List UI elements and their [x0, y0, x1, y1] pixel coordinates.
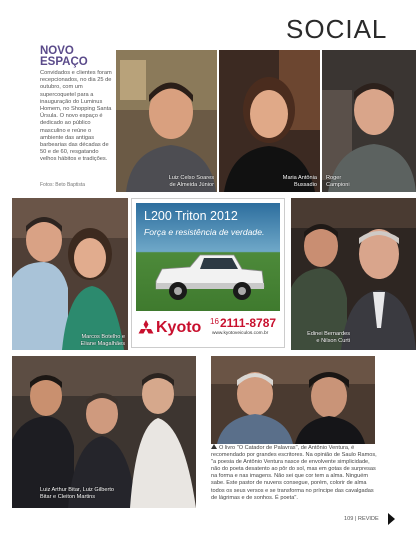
photo-roger [322, 50, 416, 192]
portrait-couple-image [12, 198, 128, 350]
article-title [40, 46, 114, 68]
photo-edinei-nilson [291, 198, 416, 350]
portrait-man-1-image [116, 50, 217, 192]
caption-photo1: Luiz Celso Soares de Almeida Júnior [168, 175, 214, 188]
photo-maria-antonia [219, 50, 320, 192]
next-page-arrow-icon[interactable] [388, 513, 395, 525]
caption-photo5: Edinei Bernardes e Nilson Curti [307, 331, 350, 344]
article-body: Convidados e clientes foram recepcionados, no dia 25 de outubro, com um supercoquetel para a inauguração do Luminus Homem, no Shopping Santa Úrsula. O novo espaço é dedicado ao público masculino e reúne o ambiente das antigas barbearias das décadas de 50 e de 60, resgatando velhos hábitos e tradições. [40, 70, 112, 163]
book-quote [211, 444, 379, 502]
ad-model: L200 Triton 2012 [144, 209, 238, 223]
portrait-woman-1-image [219, 50, 320, 192]
photo-antonio-ventura [211, 356, 375, 444]
section-title: SOCIAL [286, 14, 388, 44]
caption-photo6: Luiz Arthur Bitar, Luiz Gilberto Bitar e Cleiton Martins [40, 487, 114, 500]
page-number: 109 [344, 516, 354, 522]
ad-phone: 2111-8787 [220, 316, 277, 330]
article-title-line2: ESPAÇO [40, 56, 88, 68]
portrait-man-2-image [322, 50, 416, 192]
article-title-line1: NOVO [40, 45, 74, 57]
magazine-name: REVIDE [357, 516, 379, 522]
caption-photo2: Maria Antônia Bussadio [282, 175, 317, 188]
ad-brand: Kyoto [156, 319, 202, 336]
triangle-up-icon [211, 444, 217, 449]
footer-separator: | [354, 516, 357, 522]
advertisement-kyoto[interactable] [131, 198, 285, 348]
caption-photo4: Marcos Botelho e Eliane Magalhães [80, 334, 125, 347]
portrait-two-men-image [291, 198, 416, 350]
caption-photo3: Roger Campioni [326, 175, 350, 188]
photo-bitar-martins [12, 356, 196, 508]
ad-footer [136, 315, 280, 343]
photo-luiz-celso [116, 50, 217, 192]
portrait-two-older-men-image [211, 356, 375, 444]
ad-url[interactable]: www.kyotoveiculos.com.br [212, 331, 269, 336]
pickup-truck-image [150, 247, 268, 307]
ad-slogan: Força e resistência de verdade. [144, 227, 265, 237]
ad-area-code: 16 [210, 317, 219, 326]
mitsubishi-logo-icon [138, 319, 154, 335]
page-footer [344, 516, 379, 522]
book-quote-text: O livro "O Catador de Palavras", de Antônio Ventura, é recomendado por grandes escritores. Na opinião de Saulo Ramos, "a poesia de Antônio Ventura nasce de envolvente simplicidade, não do poeta desatento ao pôr do sol, mas em gotas de surpresas na forma e nas imagens. Não sei que cor tem a alma. Ninguém sabe. Este pastor de nuvens consegue, porém, colorir de alma todos os seus versos e se transforma no príncipe das cavalgadas de lágrimas e de sonhos. É poeta". [211, 445, 377, 501]
photo-credit: Fotos: Beto Baptista [40, 182, 86, 188]
ad-banner [136, 203, 280, 311]
portrait-three-men-image [12, 356, 196, 508]
photo-marcos-eliane [12, 198, 128, 350]
